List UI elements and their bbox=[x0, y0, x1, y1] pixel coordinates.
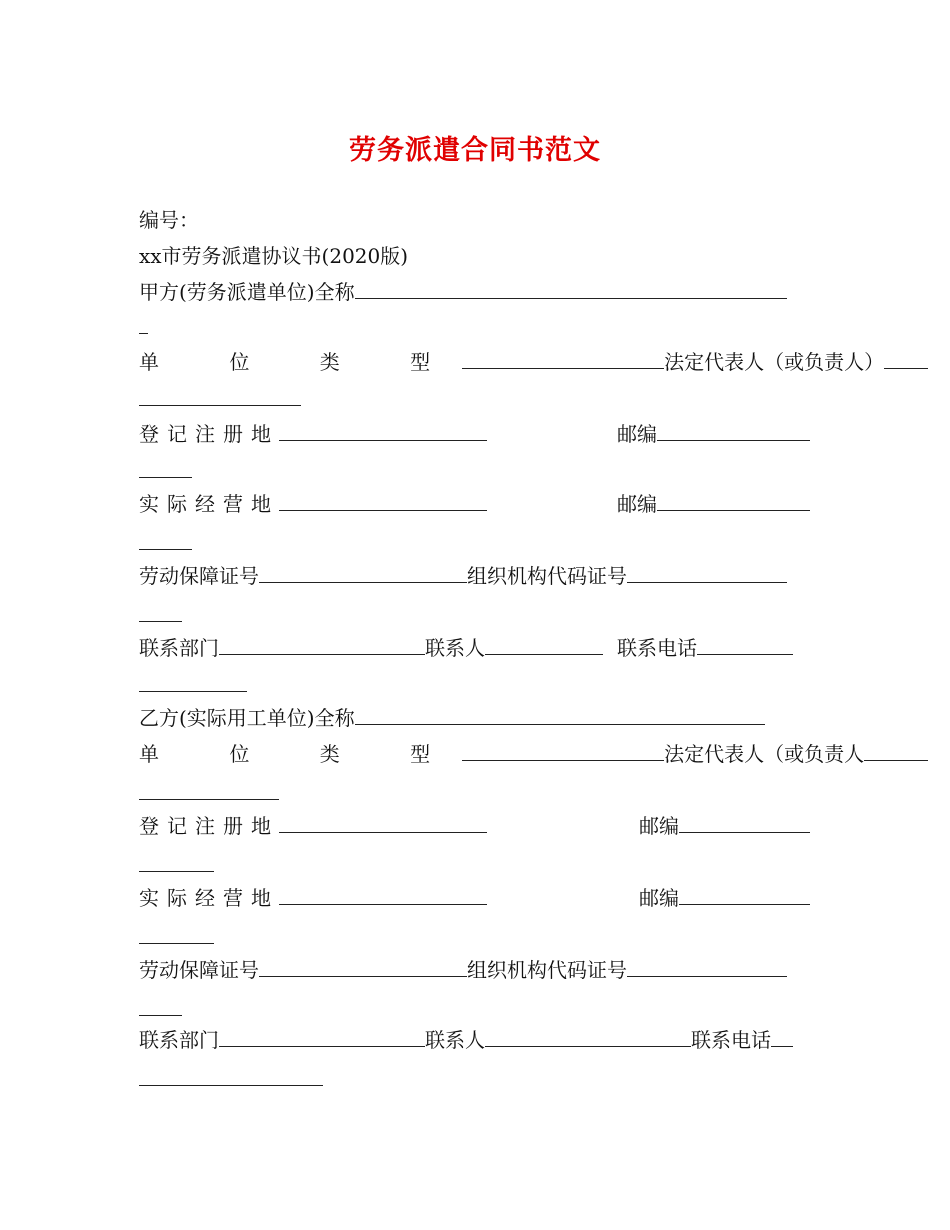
agreement-title: xx市劳务派遣协议书(2020版) bbox=[139, 244, 409, 268]
party-a-postcode-2-blank[interactable] bbox=[657, 490, 810, 511]
party-a-contact-row bbox=[139, 634, 793, 662]
party-b-contact-row bbox=[139, 1026, 793, 1054]
party-a-dept-blank[interactable] bbox=[219, 634, 425, 655]
party-b-postcode-1-row bbox=[639, 812, 810, 840]
party-b-org-code-blank-tail[interactable] bbox=[139, 1014, 182, 1016]
party-a-business-row bbox=[139, 490, 487, 518]
party-b-cert-row bbox=[139, 956, 787, 984]
party-b-postcode-2-blank[interactable] bbox=[679, 884, 810, 905]
party-a-business-address-blank[interactable] bbox=[279, 490, 487, 511]
party-b-unit-type-label: 单 位 类 型 bbox=[139, 742, 463, 766]
party-a-postcode-label-1: 邮编 bbox=[617, 422, 657, 446]
party-a-contact-blank[interactable] bbox=[485, 634, 603, 655]
party-b-dept-label: 联系部门 bbox=[139, 1028, 219, 1052]
party-b-contact-label: 联系人 bbox=[425, 1028, 485, 1052]
party-b-name-blank[interactable] bbox=[355, 704, 765, 725]
party-b-phone-label: 联系电话 bbox=[691, 1028, 771, 1052]
party-a-labor-cert-label: 劳动保障证号 bbox=[139, 564, 259, 588]
party-b-postcode-label-1: 邮编 bbox=[639, 814, 679, 838]
party-b-business-row bbox=[139, 884, 487, 912]
party-a-legal-rep-label: 法定代表人（或负责人） bbox=[664, 350, 885, 374]
party-a-name-row bbox=[139, 278, 787, 306]
party-a-reg-address-blank[interactable] bbox=[279, 420, 487, 441]
party-a-org-code-blank[interactable] bbox=[627, 562, 787, 583]
party-a-phone-blank-tail[interactable] bbox=[139, 690, 247, 692]
party-a-labor-cert-blank[interactable] bbox=[259, 562, 467, 583]
party-a-dept-label: 联系部门 bbox=[139, 636, 219, 660]
party-a-name-label: 甲方(劳务派遣单位)全称 bbox=[139, 280, 355, 304]
party-b-reg-address-label: 登记注册地 bbox=[139, 814, 279, 838]
party-b-reg-address-blank[interactable] bbox=[279, 812, 487, 833]
party-b-phone-blank-tail[interactable] bbox=[139, 1084, 323, 1086]
party-a-legal-rep-blank-tail[interactable] bbox=[139, 404, 301, 406]
party-b-legal-rep-label: 法定代表人（或负责人 bbox=[664, 742, 865, 766]
party-b-org-code-blank[interactable] bbox=[627, 956, 787, 977]
party-a-reg-address-label: 登记注册地 bbox=[139, 422, 279, 446]
party-a-legal-rep-blank[interactable] bbox=[884, 348, 928, 369]
party-a-phone-label: 联系电话 bbox=[617, 636, 697, 660]
party-b-postcode-1-blank-tail[interactable] bbox=[139, 870, 214, 872]
party-b-postcode-2-blank-tail[interactable] bbox=[139, 942, 214, 944]
party-b-name-label: 乙方(实际用工单位)全称 bbox=[139, 706, 355, 730]
party-b-postcode-1-blank[interactable] bbox=[679, 812, 810, 833]
party-b-unit-type-blank[interactable] bbox=[462, 740, 664, 761]
party-a-unit-type-blank[interactable] bbox=[462, 348, 664, 369]
party-a-reg-row bbox=[139, 420, 487, 448]
number-line bbox=[139, 206, 199, 234]
party-a-postcode-1-row bbox=[617, 420, 810, 448]
party-a-unit-type-label: 单 位 类 型 bbox=[139, 350, 463, 374]
party-b-business-address-label: 实际经营地 bbox=[139, 886, 279, 910]
party-b-legal-rep-blank[interactable] bbox=[864, 740, 928, 761]
party-b-postcode-label-2: 邮编 bbox=[639, 886, 679, 910]
party-a-postcode-label-2: 邮编 bbox=[617, 492, 657, 516]
party-b-phone-blank[interactable] bbox=[771, 1026, 793, 1047]
party-b-type-row bbox=[139, 740, 928, 768]
party-a-org-code-label: 组织机构代码证号 bbox=[467, 564, 627, 588]
party-a-phone-blank[interactable] bbox=[697, 634, 793, 655]
party-a-name-blank-tail[interactable] bbox=[139, 332, 148, 334]
party-a-name-blank[interactable] bbox=[355, 278, 787, 299]
party-a-org-code-blank-tail[interactable] bbox=[139, 620, 182, 622]
party-b-org-code-label: 组织机构代码证号 bbox=[467, 958, 627, 982]
party-b-postcode-2-row bbox=[639, 884, 810, 912]
party-a-cert-row bbox=[139, 562, 787, 590]
party-a-business-address-label: 实际经营地 bbox=[139, 492, 279, 516]
number-label: 编号： bbox=[139, 208, 199, 232]
party-a-postcode-1-blank-tail[interactable] bbox=[139, 476, 192, 478]
party-b-legal-rep-blank-tail[interactable] bbox=[139, 798, 279, 800]
party-b-name-row bbox=[139, 704, 765, 732]
agreement-title-line bbox=[139, 242, 408, 270]
party-b-reg-row bbox=[139, 812, 487, 840]
party-a-postcode-1-blank[interactable] bbox=[657, 420, 810, 441]
party-a-postcode-2-blank-tail[interactable] bbox=[139, 548, 192, 550]
party-b-labor-cert-blank[interactable] bbox=[259, 956, 467, 977]
party-b-business-address-blank[interactable] bbox=[279, 884, 487, 905]
party-b-dept-blank[interactable] bbox=[219, 1026, 425, 1047]
party-b-contact-blank[interactable] bbox=[485, 1026, 691, 1047]
party-a-postcode-2-row bbox=[617, 490, 810, 518]
party-b-labor-cert-label: 劳动保障证号 bbox=[139, 958, 259, 982]
party-a-contact-label: 联系人 bbox=[425, 636, 485, 660]
document-title: 劳务派遣合同书范文 bbox=[349, 135, 601, 166]
party-a-type-row bbox=[139, 348, 928, 376]
